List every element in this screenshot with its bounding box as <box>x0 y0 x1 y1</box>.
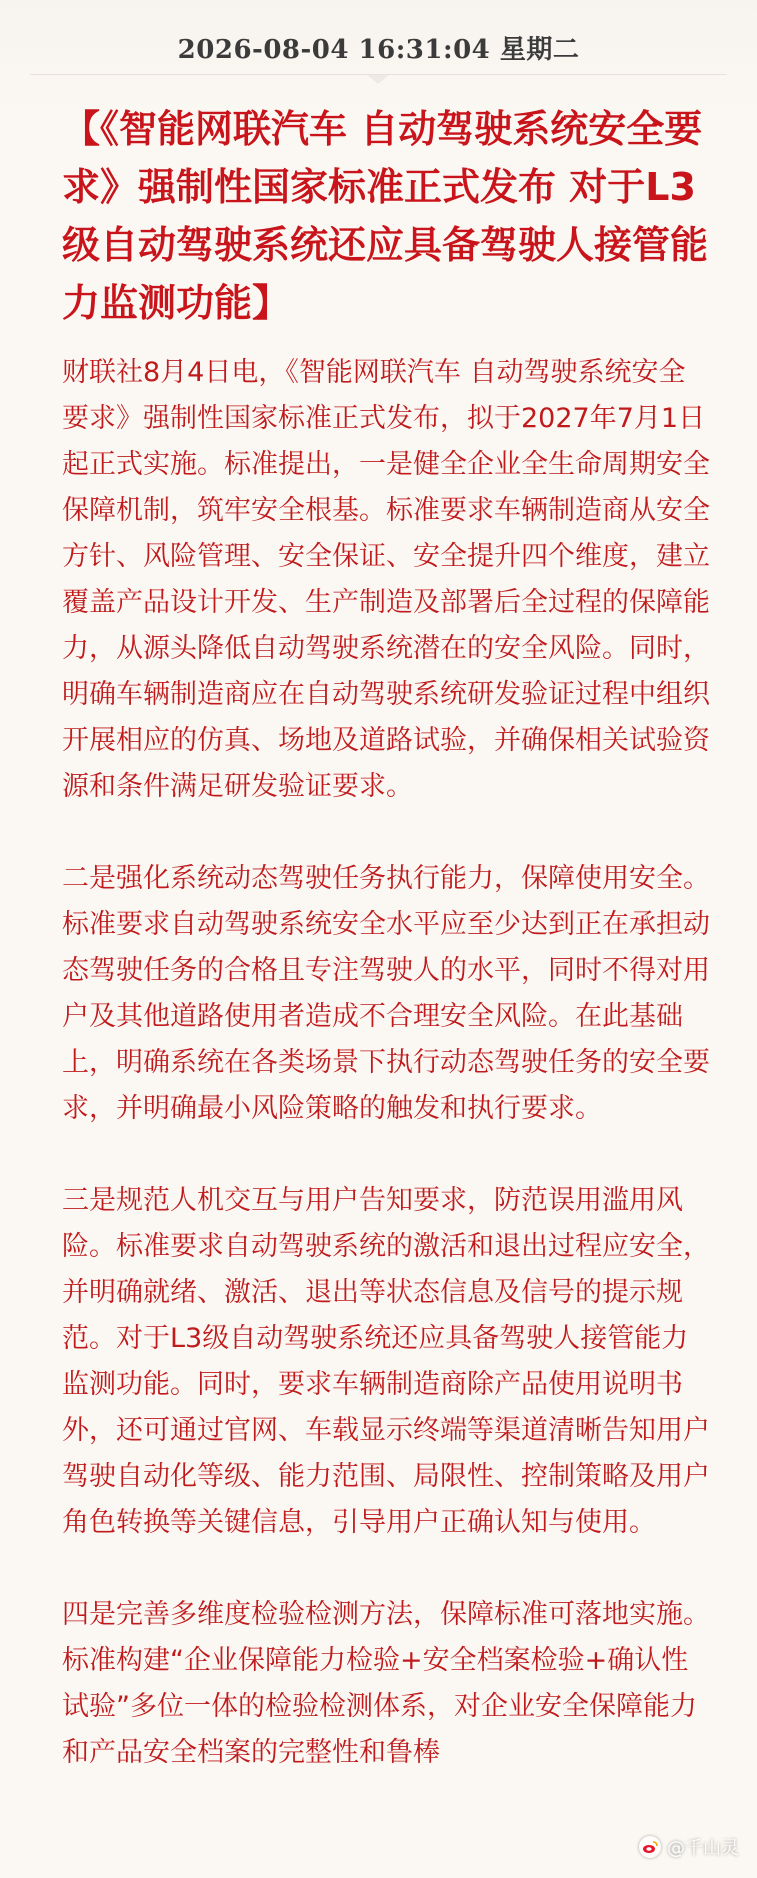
article-paragraph-2: 二是强化系统动态驾驶任务执行能力，保障使用安全。标准要求自动驾驶系统安全水平应至少达到正在承担动态驾驶任务的合格且专注驾驶人的水平，同时不得对用户及其他道路使用者造成不合理安全风险。在此基础上，明确系统在各类场景下执行动态驾驶任务的安全要求，并明确最小风险策略的触发和执行要求。 <box>62 863 710 1124</box>
article-paragraph-1: 财联社8月4日电，《智能网联汽车 自动驾驶系统安全要求》强制性国家标准正式发布，拟于2027年7月1日起正式实施。标准提出，一是健全企业全生命周期安全保障机制，筑牢安全根基。标准要求车辆制造商从安全方针、风险管理、安全保证、安全提升四个维度，建立覆盖产品设计开发、生产制造及部署后全过程的保障能力，从源头降低自动驾驶系统潜在的安全风险。同时，明确车辆制造商应在自动驾驶系统研发验证过程中组织开展相应的仿真、场地及道路试验，并确保相关试验资源和条件满足研发验证要求。 <box>62 357 710 802</box>
article-paragraph-4: 四是完善多维度检验检测方法，保障标准可落地实施。标准构建“企业保障能力检验+安全档案检验+确认性试验”多位一体的检验检测体系，对企业安全保障能力和产品安全档案的完整性和鲁棒 <box>62 1599 710 1768</box>
datetime-label: 2026-08-04 16:31:04 星期二 <box>177 34 580 65</box>
header-divider <box>30 74 727 75</box>
article-paragraph-3: 三是规范人机交互与用户告知要求，防范误用滥用风险。标准要求自动驾驶系统的激活和退出过程应安全，并明确就绪、激活、退出等状态信息及信号的提示规范。对于L3级自动驾驶系统还应具备驾驶人接管能力监测功能。同时，要求车辆制造商除产品使用说明书外，还可通过官网、车载显示终端等渠道清晰告知用户驾驶自动化等级、能力范围、局限性、控制策略及用户角色转换等关键信息，引导用户正确认知与使用。 <box>62 1185 710 1538</box>
date-header <box>0 22 757 72</box>
watermark-text: @千山灵 <box>667 1838 739 1859</box>
weibo-logo-icon <box>639 1836 661 1858</box>
speech-notch-decoration <box>366 74 390 84</box>
article-body <box>62 350 712 1822</box>
weibo-watermark <box>639 1834 739 1860</box>
article-headline: 【《智能网联汽车 自动驾驶系统安全要求》强制性国家标准正式发布 对于L3级自动驾驶系统还应具备驾驶人接管能力监测功能】 <box>62 107 709 325</box>
